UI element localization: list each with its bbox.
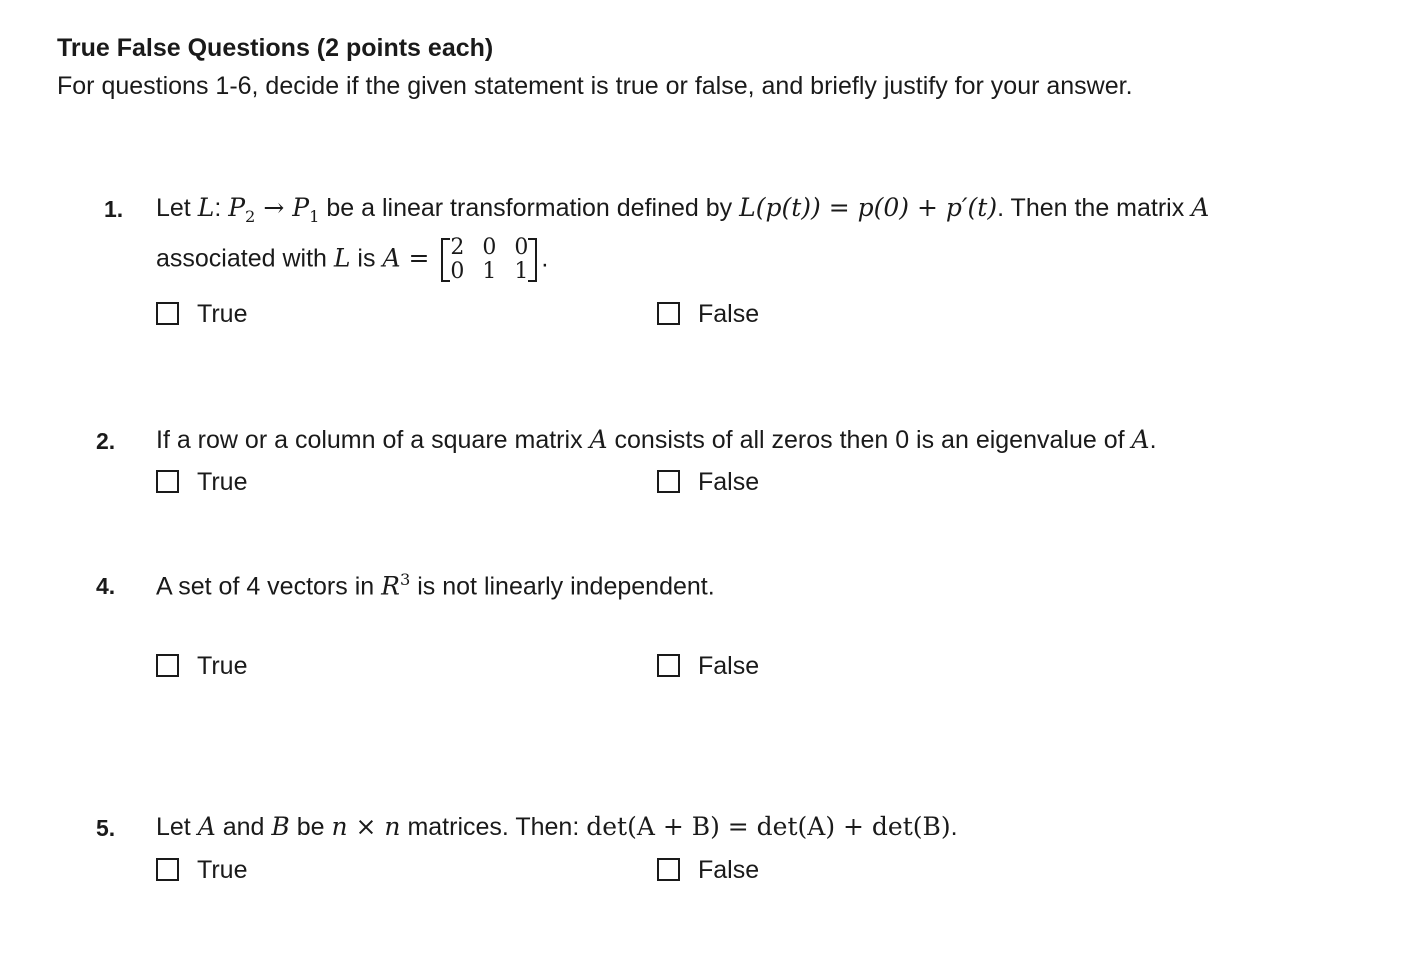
checkbox-false[interactable] — [657, 858, 680, 881]
checkbox-false[interactable] — [657, 654, 680, 677]
question-text: If a row or a column of a square matrix A consists of all zeros then 0 is an eigenvalue of A. — [156, 425, 1157, 454]
question-text: Let A and B be n × n matrices. Then: det(A + B) = det(A) + det(B). — [156, 812, 958, 841]
checkbox-false[interactable] — [657, 302, 680, 325]
question-text: Let L: $P_2 \to P_1$ be a linear transformation defined by L(p(t)) = p(0) + p′(t). Then the matrix A — [156, 193, 1210, 226]
question-number: 4. — [96, 573, 116, 599]
matrix-a: 2 0 0 0 1 1 — [441, 236, 537, 284]
page-title: True False Questions (2 points each) — [57, 34, 494, 62]
checkbox-true[interactable] — [156, 470, 179, 493]
question-number: 1. — [104, 196, 124, 222]
checkbox-true[interactable] — [156, 654, 179, 677]
false-option[interactable]: False — [657, 856, 759, 885]
checkbox-false[interactable] — [657, 470, 680, 493]
true-option[interactable]: True — [156, 856, 247, 885]
question-number: 5. — [96, 815, 116, 841]
question-text-line2: associated with L is A = 2 0 0 0 1 1 . — [156, 235, 549, 284]
false-option[interactable]: False — [657, 652, 759, 681]
true-option[interactable]: True — [156, 652, 247, 681]
true-option[interactable]: True — [156, 468, 247, 497]
checkbox-true[interactable] — [156, 302, 179, 325]
false-option[interactable]: False — [657, 468, 759, 497]
checkbox-true[interactable] — [156, 858, 179, 881]
true-option[interactable]: True — [156, 300, 247, 329]
question-text: A set of 4 vectors in $R^3$ is not linearly independent. — [156, 570, 715, 601]
instructions: For questions 1-6, decide if the given statement is true or false, and briefly justify for your answer. — [57, 72, 1133, 100]
question-number: 2. — [96, 428, 116, 454]
false-option[interactable]: False — [657, 300, 759, 329]
